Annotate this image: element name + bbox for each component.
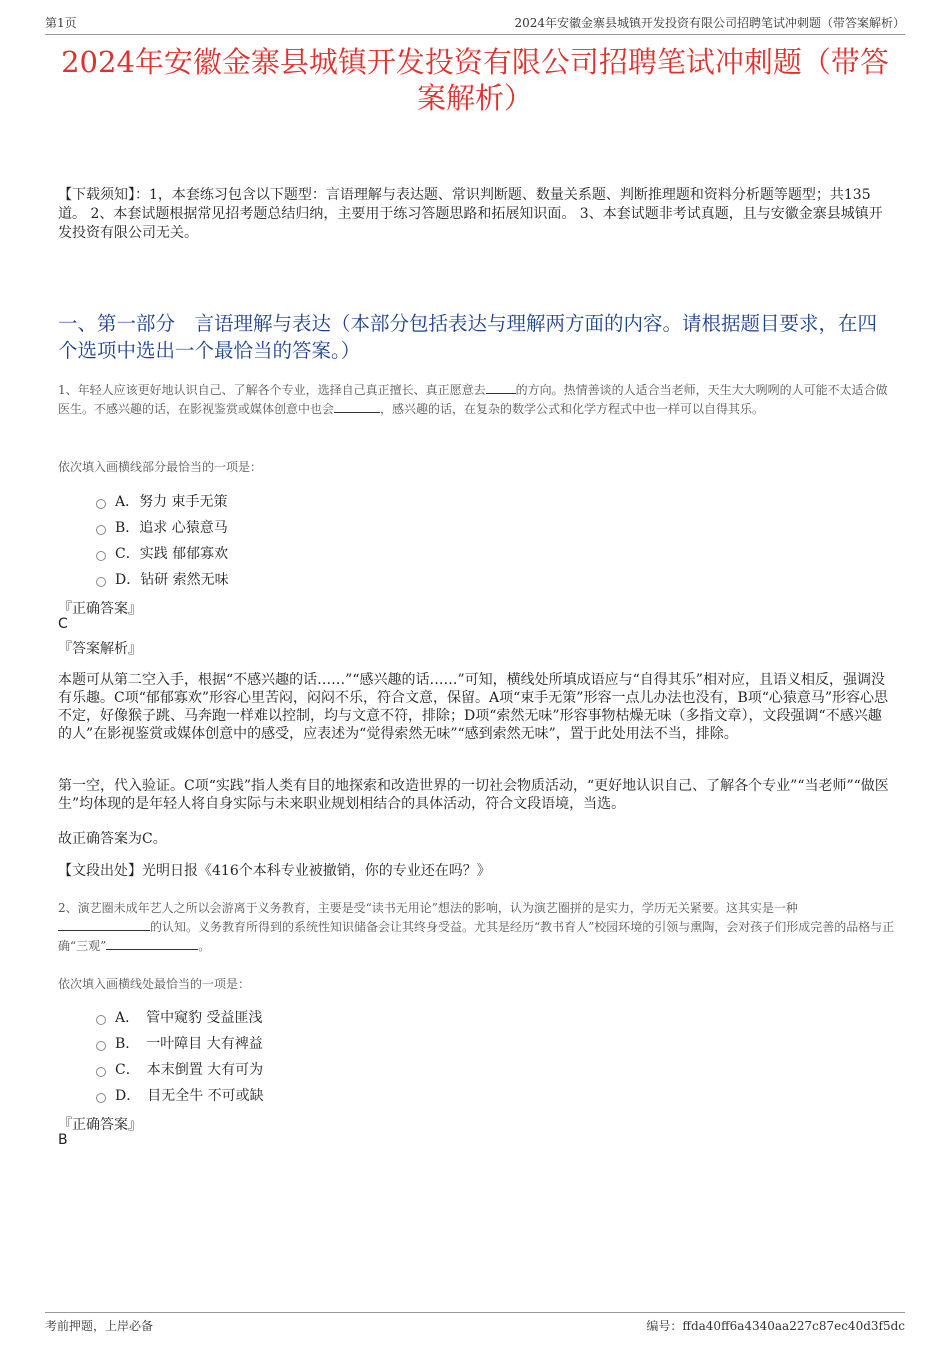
option-c[interactable]: C．实践 郁郁寡欢 [96, 540, 229, 566]
download-notice: 【下载须知】：1，本套练习包含以下题型：言语理解与表达题、常识判断题、数量关系题、判断推理题和资料分析题等题型；共135道。 2、本套试题根据常见招考题总结归纳，主要用于练习答题思路和拓展知识面。 3、本套试题非考试真题，且与安徽金寨县城镇开发投资有限公司无关。 [58, 187, 883, 241]
question-1-text: 1、年轻人应该更好地认识自己、了解各个专业，选择自己真正擅长、真正愿意去 的方向。热情善谈的人适合当老师，天生大大咧咧的人可能不太适合做医生。不感兴趣的话，在影视鉴赏或媒体创意中也会 ，感兴趣的话，在复杂的数学公式和化学方程式中也一样可以自得其乐。 [58, 383, 888, 416]
fill-blank [486, 381, 516, 394]
option-a[interactable]: A． 管中窥豹 受益匪浅 [96, 1004, 264, 1030]
radio-icon[interactable] [96, 525, 106, 535]
option-d[interactable]: D．钻研 索然无味 [96, 566, 229, 592]
footer-slogan: 考前押题，上岸必备 [45, 1319, 154, 1333]
answer-label: 『正确答案』 [58, 1117, 142, 1133]
radio-icon[interactable] [96, 499, 106, 509]
radio-icon[interactable] [96, 577, 106, 587]
analysis-paragraph-1: 本题可从第二空入手，根据“不感兴趣的话……”“感兴趣的话……”可知，横线处所填成语应与“自得其乐”相对应，且语义相反，强调没有乐趣。C项“郁郁寡欢”形容心里苦闷，闷闷不乐，符合文意，保留。A项“束手无策”形容一点儿办法也没有，B项“心猿意马”形容心思不定，好像猴子跳、马奔跑一样难以控制，均与文意不符，排除；D项“索然无味”形容事物枯燥无味（多指文章），文段强调“不感兴趣的人”在影视鉴赏或媒体创意中的感受，应表述为“觉得索然无味”“感到索然无味”，置于此处用法不当，排除。 [58, 672, 889, 742]
fill-blank [58, 918, 150, 931]
radio-icon[interactable] [96, 1015, 106, 1025]
radio-icon[interactable] [96, 1041, 106, 1051]
source-citation: 【文段出处】光明日报《416个本科专业被撤销，你的专业还在吗？》 [58, 863, 491, 879]
page-number: 第1页 [45, 16, 77, 30]
radio-icon[interactable] [96, 1093, 106, 1103]
analysis-label: 『答案解析』 [58, 641, 142, 657]
section-heading: 一、第一部分 言语理解与表达（本部分包括表达与理解两方面的内容。请根据题目要求，在四个选项中选出一个最恰当的答案。） [58, 312, 878, 362]
analysis-conclusion: 故正确答案为C。 [58, 831, 167, 847]
question-2-prompt: 依次填入画横线处最恰当的一项是： [58, 977, 251, 991]
question-1-prompt: 依次填入画横线部分最恰当的一项是： [58, 460, 263, 474]
option-c[interactable]: C． 本末倒置 大有可为 [96, 1056, 264, 1082]
header-doc-title: 2024年安徽金寨县城镇开发投资有限公司招聘笔试冲刺题（带答案解析） [514, 16, 905, 30]
question-2-text: 2、演艺圈未成年艺人之所以会游离于义务教育，主要是受“读书无用论”想法的影响，认为演艺圈拼的是实力，学历无关紧要。这其实是一种 的认知。义务教育所得到的系统性知识储备会让其终身受益。尤其是经历“教书育人”校园环境的引领与熏陶，会对孩子们形成完善的品格与正确“三观” 。 [58, 901, 895, 953]
correct-answer: B [58, 1132, 68, 1148]
page-header [45, 12, 905, 35]
document-title: 2024年安徽金寨县城镇开发投资有限公司招聘笔试冲刺题（带答案解析） [61, 45, 889, 115]
fill-blank [106, 937, 198, 950]
question-2-options [96, 1004, 264, 1108]
option-d[interactable]: D． 目无全牛 不可或缺 [96, 1082, 264, 1108]
analysis-paragraph-2: 第一空，代入验证。C项“实践”指人类有目的地探索和改造世界的一切社会物质活动，“更好地认识自己、了解各个专业”“当老师”“做医生”均体现的是年轻人将自身实际与未来职业规划相结合的具体活动，符合文段语境，当选。 [58, 778, 889, 812]
radio-icon[interactable] [96, 551, 106, 561]
correct-answer: C [58, 616, 68, 632]
option-b[interactable]: B．追求 心猿意马 [96, 514, 229, 540]
page-footer [45, 1312, 905, 1333]
option-b[interactable]: B． 一叶障目 大有裨益 [96, 1030, 264, 1056]
option-a[interactable]: A．努力 束手无策 [96, 488, 229, 514]
fill-blank [334, 400, 380, 413]
question-1-options [96, 488, 229, 592]
radio-icon[interactable] [96, 1067, 106, 1077]
answer-label: 『正确答案』 [58, 601, 142, 617]
document-id: 编号：ffda40ff6a4340aa227c87ec40d3f5dc [646, 1319, 905, 1333]
